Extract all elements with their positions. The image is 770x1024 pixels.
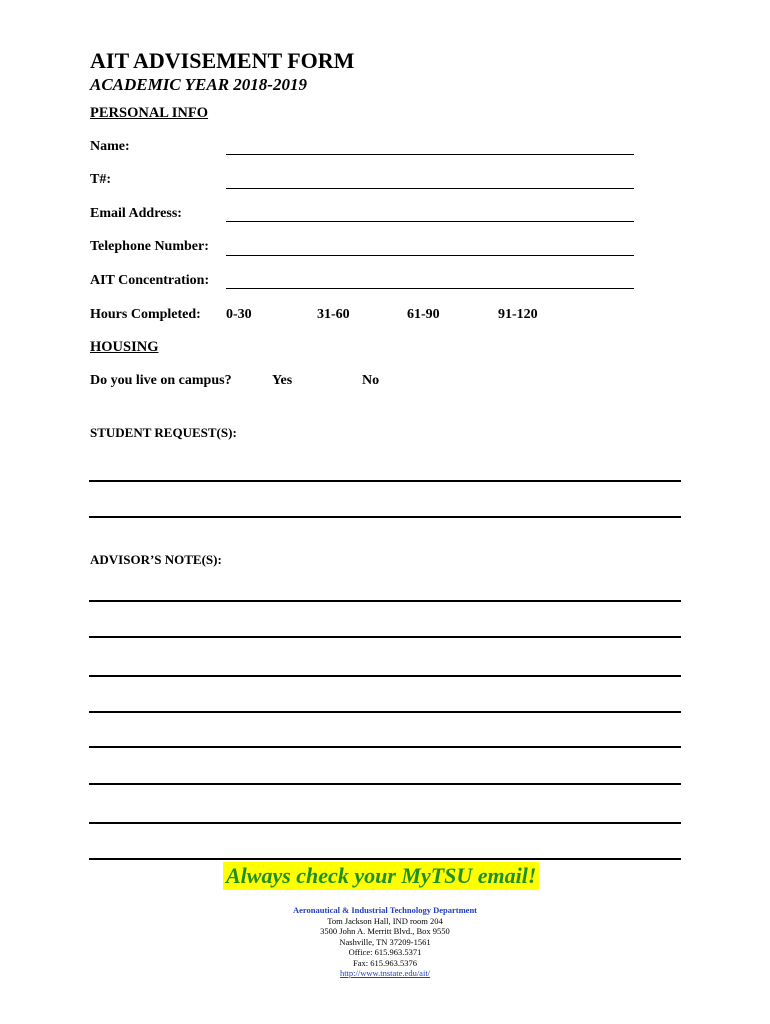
- tnumber-label: T#:: [90, 172, 111, 187]
- footer-building: Tom Jackson Hall, IND room 204: [327, 915, 443, 926]
- email-reminder-banner: Always check your MyTSU email!: [223, 862, 539, 890]
- footer-fax: Fax: 615.963.5376: [353, 957, 417, 968]
- advisor-note-line[interactable]: [89, 858, 681, 860]
- concentration-field[interactable]: [226, 288, 634, 289]
- advisor-note-line[interactable]: [89, 822, 681, 824]
- hours-option-31-60[interactable]: 31-60: [317, 307, 350, 322]
- name-field[interactable]: [226, 154, 634, 155]
- hours-option-0-30[interactable]: 0-30: [226, 307, 252, 322]
- student-request-line[interactable]: [89, 480, 681, 482]
- academic-year: ACADEMIC YEAR 2018-2019: [90, 75, 307, 94]
- campus-question: Do you live on campus?: [90, 373, 232, 388]
- email-label: Email Address:: [90, 206, 182, 221]
- concentration-label: AIT Concentration:: [90, 273, 210, 288]
- footer-website-link[interactable]: http://www.tnstate.edu/ait/: [339, 968, 431, 978]
- footer-city: Nashville, TN 37209-1561: [339, 936, 431, 947]
- footer-address: 3500 John A. Merritt Blvd., Box 9550: [320, 926, 450, 936]
- student-requests-label: STUDENT REQUEST(S):: [90, 425, 237, 440]
- footer-office-phone: Office: 615.963.5371: [348, 947, 422, 957]
- footer-department: Aeronautical & Industrial Technology Department: [292, 905, 478, 915]
- advisor-note-line[interactable]: [89, 746, 681, 748]
- advisor-note-line[interactable]: [89, 636, 681, 638]
- form-title: AIT ADVISEMENT FORM: [90, 48, 355, 73]
- advisor-note-line[interactable]: [89, 711, 681, 713]
- telephone-field[interactable]: [226, 255, 634, 256]
- advisor-note-line[interactable]: [89, 600, 681, 602]
- telephone-label: Telephone Number:: [90, 239, 209, 254]
- department-footer: [0, 905, 770, 979]
- campus-yes-option[interactable]: Yes: [272, 373, 293, 388]
- hours-label: Hours Completed:: [90, 307, 201, 322]
- name-label: Name:: [90, 139, 130, 154]
- hours-option-91-120[interactable]: 91-120: [498, 307, 538, 322]
- advisor-notes-label: ADVISOR’S NOTE(S):: [90, 552, 222, 567]
- campus-no-option[interactable]: No: [362, 373, 380, 388]
- student-request-line[interactable]: [89, 516, 681, 518]
- housing-heading: HOUSING: [90, 339, 159, 355]
- personal-info-heading: PERSONAL INFO: [90, 105, 209, 121]
- tnumber-field[interactable]: [226, 188, 634, 189]
- advisor-note-line[interactable]: [89, 675, 681, 677]
- email-field[interactable]: [226, 221, 634, 222]
- advisor-note-line[interactable]: [89, 783, 681, 785]
- hours-option-61-90[interactable]: 61-90: [407, 307, 440, 322]
